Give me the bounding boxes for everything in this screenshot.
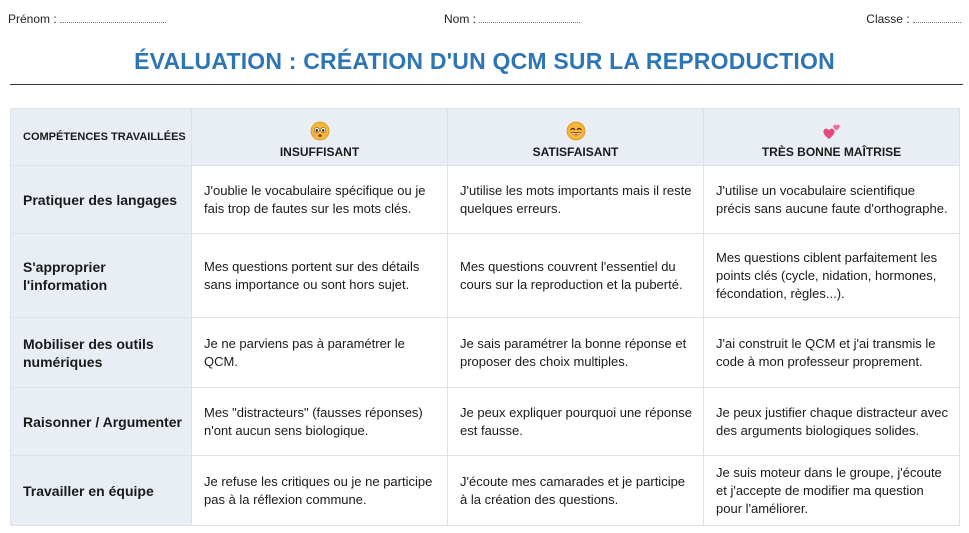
worried-face-icon [310,121,330,141]
rubric-cell-tres-bonne-maitrise: Je peux justifier chaque distracteur avec des arguments biologiques solides. [704,388,960,456]
level-header-satisfaisant [448,109,704,166]
prenom-label: Prénom : [8,12,57,26]
classe-label: Classe : [866,12,910,26]
smiling-face-icon [566,121,586,141]
table-row [11,166,960,234]
rubric-cell-satisfaisant: Je sais paramétrer la bonne réponse et proposer des choix multiples. [448,318,704,388]
rubric-cell-insuffisant: Je refuse les critiques ou je ne participe pas à la réflexion commune. [192,456,448,526]
classe-blank-line[interactable] [913,12,961,23]
competence-label: Mobiliser des outils numériques [11,318,192,388]
competence-label: Pratiquer des langages [11,166,192,234]
rubric-cell-tres-bonne-maitrise: J'utilise un vocabulaire scientifique précis sans aucune faute d'orthographe. [704,166,960,234]
nom-field[interactable] [444,12,580,26]
rubric-cell-satisfaisant: Je peux expliquer pourquoi une réponse est fausse. [448,388,704,456]
rubric-cell-satisfaisant: J'utilise les mots importants mais il reste quelques erreurs. [448,166,704,234]
nom-label: Nom : [444,12,477,26]
rubric-cell-tres-bonne-maitrise: Mes questions ciblent parfaitement les points clés (cycle, nidation, hormones, fécondation, règles...). [704,234,960,318]
level-header-insuffisant [192,109,448,166]
rubric-cell-insuffisant: Mes questions portent sur des détails sans importance ou sont hors sujet. [192,234,448,318]
classe-field[interactable] [866,12,961,26]
rubric-cell-insuffisant: J'oublie le vocabulaire spécifique ou je fais trop de fautes sur les mots clés. [192,166,448,234]
rubric-cell-insuffisant: Je ne parviens pas à paramétrer le QCM. [192,318,448,388]
competence-label: S'approprier l'information [11,234,192,318]
table-row [11,456,960,526]
nom-blank-line[interactable] [479,12,580,23]
rubric-cell-satisfaisant: Mes questions couvrent l'essentiel du cours sur la reproduction et la puberté. [448,234,704,318]
table-row [11,234,960,318]
rubric-cell-tres-bonne-maitrise: Je suis moteur dans le groupe, j'écoute et j'accepte de modifier ma question pour l'améliorer. [704,456,960,526]
level-label-satisfaisant: SATISFAISANT [532,145,619,159]
table-header-row [11,109,960,166]
title-divider [10,84,963,85]
competences-header: COMPÉTENCES TRAVAILLÉES [11,109,192,166]
student-info-fields [8,12,961,32]
page-title: ÉVALUATION : CRÉATION D'UN QCM SUR LA REPRODUCTION [134,48,835,74]
prenom-blank-line[interactable] [60,12,166,23]
level-label-insuffisant: INSUFFISANT [279,145,360,159]
competence-label: Travailler en équipe [11,456,192,526]
level-header-tres-bonne-maitrise [704,109,960,166]
rubric-cell-tres-bonne-maitrise: J'ai construit le QCM et j'ai transmis le code à mon professeur proprement. [704,318,960,388]
rubric-cell-insuffisant: Mes "distracteurs" (fausses réponses) n'ont aucun sens biologique. [192,388,448,456]
evaluation-rubric-table [10,108,960,526]
level-label-tres-bonne-maitrise: TRÈS BONNE MAÎTRISE [761,145,902,159]
table-row [11,318,960,388]
hearts-icon [822,121,842,141]
rubric-cell-satisfaisant: J'écoute mes camarades et je participe à la création des questions. [448,456,704,526]
competence-label: Raisonner / Argumenter [11,388,192,456]
prenom-field[interactable] [8,12,166,26]
table-row [11,388,960,456]
